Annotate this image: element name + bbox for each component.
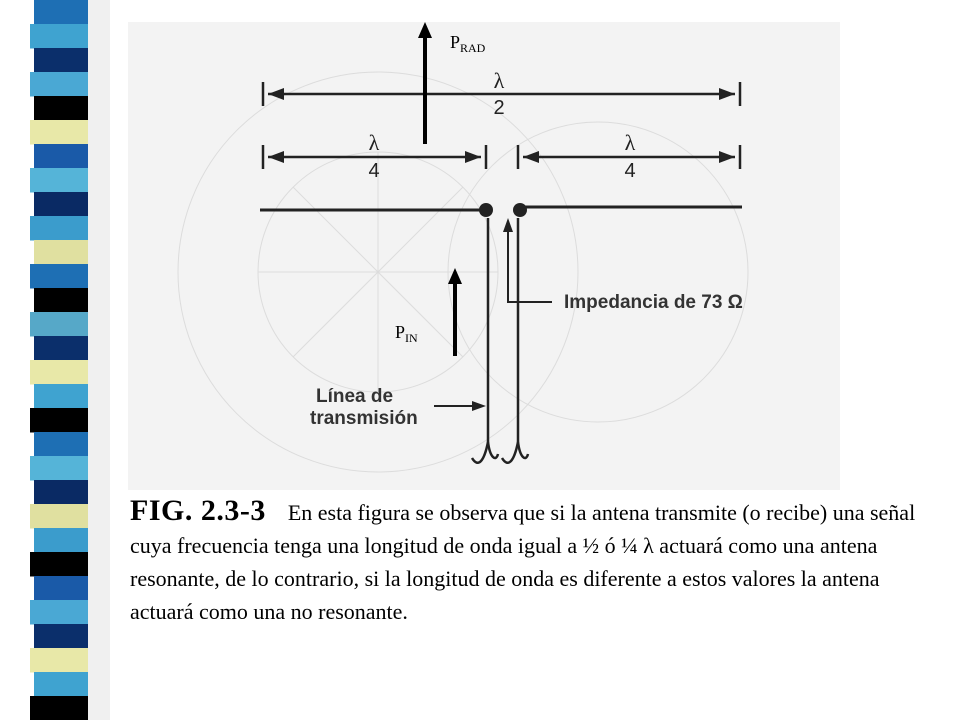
strip-block — [30, 360, 88, 385]
strip-block — [30, 216, 88, 241]
strip-block — [30, 312, 88, 337]
strip-block — [34, 576, 88, 601]
strip-block — [30, 168, 88, 193]
strip-block — [34, 432, 88, 457]
quarter-left-numerator: λ — [368, 130, 380, 155]
strip-block — [34, 0, 88, 25]
strip-block — [30, 648, 88, 673]
strip-block — [34, 528, 88, 553]
line-label-first: Línea de — [316, 386, 394, 407]
figure-number: FIG. 2.3-3 — [130, 494, 266, 527]
strip-block — [34, 336, 88, 361]
strip-block — [34, 480, 88, 505]
strip-block — [30, 696, 88, 720]
strip-block — [30, 600, 88, 625]
power-in-main: P — [395, 322, 406, 342]
quarter-right-denominator: 4 — [624, 160, 636, 182]
strip-block — [30, 552, 88, 577]
decorative-side-strip — [0, 0, 110, 720]
strip-block — [34, 96, 88, 121]
strip-block — [34, 288, 88, 313]
figure-caption — [130, 494, 920, 628]
strip-block — [34, 240, 88, 265]
strip-block — [34, 48, 88, 73]
power-rad-sub: RAD — [460, 41, 486, 55]
quarter-left-denominator: 4 — [368, 160, 380, 182]
power-in-sub: IN — [405, 331, 418, 345]
power-rad-main: P — [450, 32, 461, 52]
strip-block — [30, 456, 88, 481]
figure-background — [128, 22, 840, 490]
strip-block — [30, 504, 88, 529]
caption-text: En esta figura se observa que si la antena transmite (o recibe) una señal cuya frecuencia tenga una longitud de onda igual a ½ ó ¼ λ actuará como una antena resonante, de lo contrario, si la longitud de onda es diferente a estos valores la antena actuará como una no resonante. — [130, 500, 916, 624]
half-wave-denominator: 2 — [493, 97, 505, 119]
strip-block — [34, 672, 88, 697]
strip-block — [30, 408, 88, 433]
half-wave-numerator: λ — [493, 68, 505, 93]
strip-blocks — [30, 0, 88, 720]
strip-block — [30, 120, 88, 145]
strip-block — [30, 24, 88, 49]
impedance-label: Impedancia de 73 Ω — [564, 292, 743, 313]
strip-block — [34, 624, 88, 649]
strip-block — [30, 72, 88, 97]
strip-block — [30, 264, 88, 289]
dipole-antenna-figure — [128, 22, 840, 490]
strip-shadow — [88, 0, 110, 720]
line-label-second: transmisión — [310, 408, 418, 429]
strip-block — [34, 192, 88, 217]
strip-block — [34, 144, 88, 169]
quarter-right-numerator: λ — [624, 130, 636, 155]
strip-block — [34, 384, 88, 409]
